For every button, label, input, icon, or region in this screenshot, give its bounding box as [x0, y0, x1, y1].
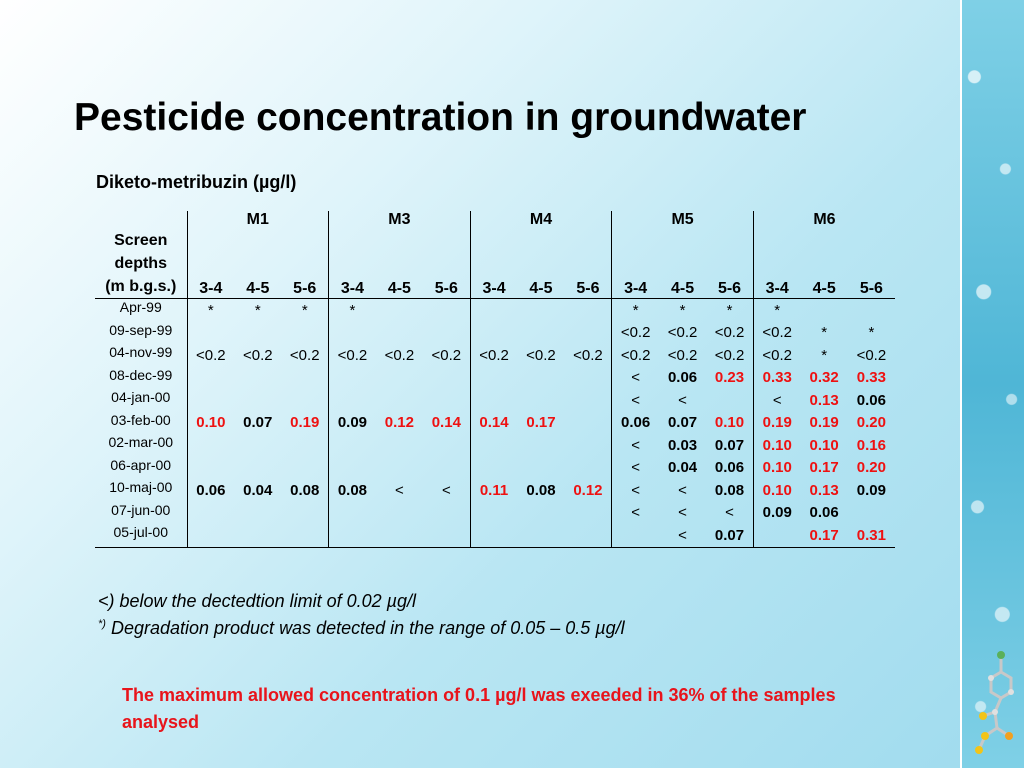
- value-cell: *: [281, 299, 328, 322]
- value-cell: [187, 502, 234, 525]
- screen-depths-label: [95, 229, 187, 299]
- value-cell: <0.2: [706, 344, 753, 367]
- value-cell: [376, 434, 423, 457]
- value-cell: [281, 322, 328, 345]
- table-row: [95, 389, 895, 412]
- value-cell: [565, 457, 612, 480]
- value-cell: 0.06: [667, 369, 698, 387]
- value-cell: <: [631, 369, 640, 387]
- value-cell: 0.10: [762, 481, 792, 499]
- table-row: [95, 434, 895, 457]
- depth-header: 3-4: [612, 229, 659, 299]
- value-cell: <0.2: [526, 346, 556, 364]
- site-header-m1: M1: [187, 211, 329, 229]
- value-cell: *: [868, 324, 875, 342]
- screen-depths-label-line: Screen: [114, 232, 168, 249]
- depth-header: 5-6: [848, 229, 895, 299]
- value-cell: 0.10: [809, 436, 839, 454]
- value-cell: 0.31: [848, 524, 895, 547]
- value-cell: <0.2: [667, 346, 698, 364]
- value-cell: *: [679, 301, 686, 319]
- depth-header: 5-6: [565, 229, 612, 299]
- value-cell: [234, 457, 281, 480]
- value-cell: [187, 434, 234, 457]
- value-cell: [423, 502, 470, 525]
- value-cell: [187, 367, 234, 390]
- value-cell: [234, 389, 281, 412]
- value-cell: 0.07: [243, 414, 273, 432]
- value-cell: *: [349, 301, 356, 319]
- value-cell: 0.07: [706, 434, 753, 457]
- value-cell: 0.17: [801, 524, 848, 547]
- table-row: [95, 367, 895, 390]
- value-cell: [470, 299, 517, 322]
- value-cell: [329, 524, 376, 547]
- value-cell: <0.2: [620, 324, 651, 342]
- site-header-m6: M6: [813, 211, 836, 228]
- value-cell: [517, 299, 564, 322]
- value-cell: [612, 524, 659, 547]
- table-row: [95, 299, 895, 322]
- value-cell: [281, 389, 328, 412]
- value-cell: [753, 524, 800, 547]
- value-cell: [376, 502, 423, 525]
- footnote-detection-limit: <) below the dectedtion limit of 0.02 µg/l: [98, 591, 417, 611]
- molecule-icon: [969, 650, 1014, 760]
- sample-date: 05-jul-00: [95, 524, 187, 547]
- value-cell: 0.09: [762, 504, 792, 522]
- depth-header: 4-5: [234, 229, 281, 299]
- value-cell: [517, 524, 564, 547]
- value-cell: <0.2: [856, 346, 887, 364]
- value-cell: 0.07: [706, 524, 753, 547]
- value-cell: 0.16: [856, 436, 886, 454]
- sample-date: 10-maj-00: [95, 479, 187, 502]
- value-cell: [329, 434, 376, 457]
- depth-header: 4-5: [517, 229, 564, 299]
- value-cell: [470, 457, 517, 480]
- value-cell: [376, 367, 423, 390]
- depth-header: 5-6: [281, 229, 328, 299]
- value-cell: 0.08: [706, 479, 753, 502]
- value-cell: <0.2: [667, 324, 698, 342]
- value-cell: [234, 322, 281, 345]
- value-cell: 0.10: [762, 459, 792, 477]
- table-row: [95, 502, 895, 525]
- depth-header: 3-4: [470, 229, 517, 299]
- value-cell: <0.2: [337, 346, 368, 364]
- value-cell: <0.2: [281, 344, 328, 367]
- header-corner: [95, 211, 187, 229]
- footnote-degradation: [98, 613, 625, 640]
- value-cell: 0.08: [526, 481, 556, 499]
- site-header-row: [95, 211, 895, 229]
- value-cell: [329, 389, 376, 412]
- value-cell: 0.19: [762, 414, 792, 432]
- value-cell: <: [631, 391, 640, 409]
- value-cell: <: [678, 504, 687, 522]
- value-cell: [376, 389, 423, 412]
- value-cell: 0.32: [809, 369, 839, 387]
- value-cell: [329, 322, 376, 345]
- value-cell: [565, 502, 612, 525]
- value-cell: 0.04: [667, 459, 698, 477]
- value-cell: 0.06: [809, 504, 839, 522]
- value-cell: [470, 367, 517, 390]
- depth-header: 3-4: [187, 229, 234, 299]
- value-cell: 0.19: [809, 414, 839, 432]
- value-cell: 0.06: [196, 481, 226, 499]
- value-cell: [376, 322, 423, 345]
- value-cell: 0.10: [196, 414, 226, 432]
- value-cell: <: [394, 481, 404, 499]
- value-cell: <0.2: [762, 324, 793, 342]
- site-header-m5: M5: [612, 211, 754, 229]
- value-cell: [281, 457, 328, 480]
- value-cell: 0.19: [281, 412, 328, 435]
- depth-header: 5-6: [706, 229, 753, 299]
- depth-header: 5-6: [423, 229, 470, 299]
- value-cell: 0.20: [856, 459, 886, 477]
- depth-header: 4-5: [801, 229, 848, 299]
- value-cell: [423, 389, 470, 412]
- value-cell: [234, 502, 281, 525]
- value-cell: [565, 322, 612, 345]
- value-cell: [565, 367, 612, 390]
- value-cell: [801, 299, 848, 322]
- value-cell: 0.09: [337, 414, 368, 432]
- value-cell: <: [423, 479, 470, 502]
- value-cell: [376, 299, 423, 322]
- value-cell: [423, 367, 470, 390]
- value-cell: [470, 434, 517, 457]
- value-cell: [848, 502, 895, 525]
- site-header-m3: M3: [329, 211, 471, 229]
- value-cell: <0.2: [620, 346, 651, 364]
- value-cell: [423, 322, 470, 345]
- value-cell: [281, 502, 328, 525]
- sample-date: 07-jun-00: [95, 502, 187, 525]
- value-cell: 0.07: [667, 414, 698, 432]
- value-cell: [281, 367, 328, 390]
- value-cell: [517, 502, 564, 525]
- value-cell: [187, 457, 234, 480]
- value-cell: *: [821, 324, 828, 342]
- value-cell: [848, 299, 895, 322]
- footnote-marker: *): [98, 618, 106, 630]
- value-cell: [565, 524, 612, 547]
- value-cell: 0.06: [621, 414, 651, 432]
- value-cell: *: [632, 301, 639, 319]
- sample-date: Apr-99: [95, 299, 187, 322]
- value-cell: 0.17: [809, 459, 839, 477]
- value-cell: [565, 412, 612, 435]
- value-cell: [517, 457, 564, 480]
- value-cell: [423, 457, 470, 480]
- screen-depths-label-line: (m b.g.s.): [105, 278, 177, 295]
- value-cell: 0.10: [762, 436, 792, 454]
- value-cell: 0.12: [384, 414, 414, 432]
- conclusion-text: The maximum allowed concentration of 0.1 µg/l was exeeded in 36% of the samples analysed: [122, 685, 836, 732]
- value-cell: [281, 434, 328, 457]
- value-cell: [376, 524, 423, 547]
- value-cell: [565, 434, 612, 457]
- concentration-table: [95, 211, 895, 548]
- depth-header: 4-5: [376, 229, 423, 299]
- value-cell: <0.2: [565, 344, 612, 367]
- depth-header: 3-4: [329, 229, 376, 299]
- page-title: Pesticide concentration in groundwater: [74, 96, 807, 139]
- footnotes: [98, 590, 625, 640]
- value-cell: *: [706, 299, 753, 322]
- value-cell: 0.13: [809, 391, 839, 409]
- sample-date: 04-nov-99: [95, 344, 187, 367]
- value-cell: 0.06: [856, 391, 886, 409]
- sample-date: 08-dec-99: [95, 367, 187, 390]
- value-cell: <: [678, 481, 687, 499]
- value-cell: <: [631, 436, 640, 454]
- value-cell: [470, 322, 517, 345]
- value-cell: 0.17: [526, 414, 556, 432]
- value-cell: 0.13: [809, 481, 839, 499]
- value-cell: 0.14: [423, 412, 470, 435]
- value-cell: 0.08: [281, 479, 328, 502]
- site-header-m4: M4: [470, 211, 612, 229]
- value-cell: [187, 524, 234, 547]
- value-cell: [517, 322, 564, 345]
- value-cell: [329, 457, 376, 480]
- value-cell: 0.10: [706, 412, 753, 435]
- value-cell: *: [821, 346, 828, 364]
- sample-date: 03-feb-00: [95, 412, 187, 435]
- value-cell: <0.2: [423, 344, 470, 367]
- value-cell: 0.04: [243, 481, 273, 499]
- screen-depths-label-line: depths: [114, 255, 167, 272]
- value-cell: [517, 367, 564, 390]
- sample-date: 09-sep-99: [95, 322, 187, 345]
- value-cell: [565, 299, 612, 322]
- value-cell: 0.11: [479, 481, 509, 499]
- value-cell: <0.2: [479, 346, 509, 364]
- value-cell: <: [631, 481, 640, 499]
- value-cell: 0.08: [337, 481, 368, 499]
- value-cell: [376, 457, 423, 480]
- value-cell: [470, 389, 517, 412]
- table-row: [95, 457, 895, 480]
- table-subtitle: Diketo-metribuzin (µg/l): [96, 172, 297, 192]
- depth-header: 3-4: [753, 229, 800, 299]
- value-cell: 0.33: [856, 369, 886, 387]
- value-cell: [234, 524, 281, 547]
- value-cell: 0.03: [667, 436, 698, 454]
- value-cell: [423, 299, 470, 322]
- value-cell: <: [706, 502, 753, 525]
- value-cell: [565, 389, 612, 412]
- value-cell: 0.33: [762, 369, 792, 387]
- table-row: [95, 479, 895, 502]
- value-cell: 0.09: [856, 481, 886, 499]
- table-row: [95, 344, 895, 367]
- value-cell: 0.20: [856, 414, 886, 432]
- value-cell: [517, 389, 564, 412]
- value-cell: [234, 367, 281, 390]
- sample-date: 02-mar-00: [95, 434, 187, 457]
- value-cell: [470, 502, 517, 525]
- value-cell: <: [631, 504, 640, 522]
- value-cell: [187, 389, 234, 412]
- value-cell: 0.12: [565, 479, 612, 502]
- value-cell: *: [774, 301, 781, 319]
- value-cell: [329, 367, 376, 390]
- table-row: [95, 322, 895, 345]
- value-cell: [329, 502, 376, 525]
- value-cell: <0.2: [384, 346, 415, 364]
- value-cell: 0.14: [479, 414, 509, 432]
- value-cell: <0.2: [762, 346, 793, 364]
- value-cell: [234, 434, 281, 457]
- value-cell: *: [254, 301, 261, 319]
- value-cell: [281, 524, 328, 547]
- value-cell: [706, 389, 753, 412]
- value-cell: <0.2: [242, 346, 273, 364]
- depth-header-row: [95, 229, 895, 299]
- table-row: [95, 524, 895, 547]
- value-cell: <0.2: [706, 322, 753, 345]
- sample-date: 04-jan-00: [95, 389, 187, 412]
- value-cell: [517, 434, 564, 457]
- value-cell: <: [772, 391, 782, 409]
- footnote-degradation-text: Degradation product was detected in the range of 0.05 – 0.5 µg/l: [105, 618, 625, 638]
- value-cell: <: [631, 459, 640, 477]
- value-cell: <0.2: [196, 346, 226, 364]
- depth-header: 4-5: [659, 229, 706, 299]
- sample-date: 06-apr-00: [95, 457, 187, 480]
- value-cell: [470, 524, 517, 547]
- value-cell: 0.23: [706, 367, 753, 390]
- value-cell: <: [659, 524, 706, 547]
- value-cell: [423, 434, 470, 457]
- value-cell: [423, 524, 470, 547]
- value-cell: <: [678, 391, 687, 409]
- value-cell: 0.06: [706, 457, 753, 480]
- table-row: [95, 412, 895, 435]
- value-cell: *: [207, 301, 214, 319]
- value-cell: [187, 322, 234, 345]
